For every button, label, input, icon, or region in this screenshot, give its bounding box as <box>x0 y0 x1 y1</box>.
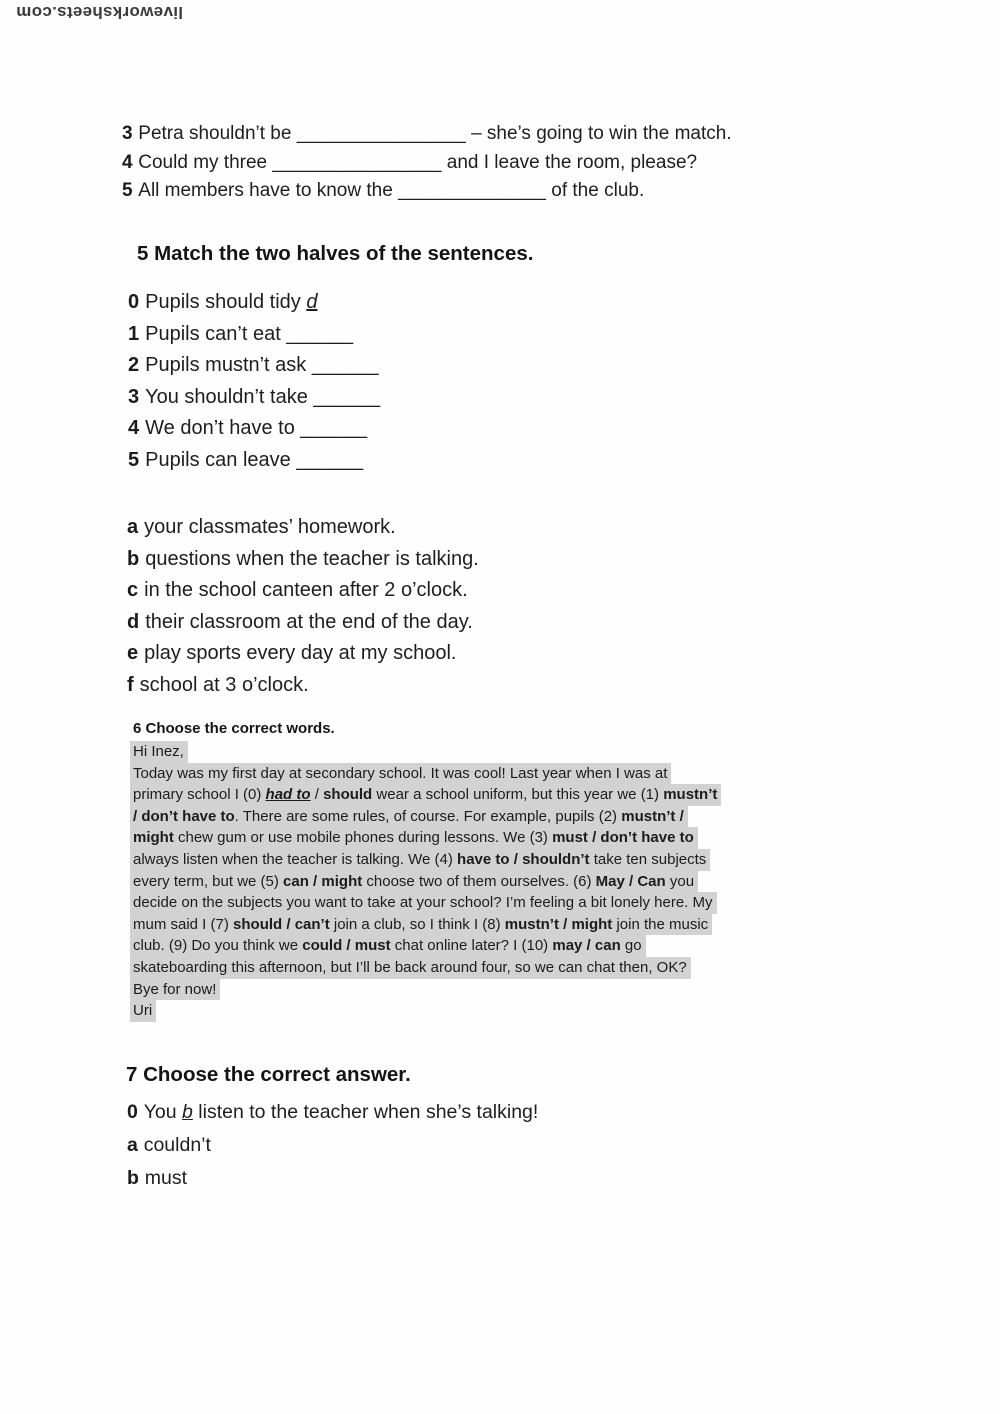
choice-pair[interactable]: could / must <box>302 937 391 955</box>
option-item <box>127 607 479 639</box>
fill-in-item <box>122 177 732 206</box>
option-text: school at 3 o’clock. <box>139 673 309 696</box>
letter-segment: go <box>620 937 642 955</box>
item-text: Pupils mustn’t ask <box>145 354 312 377</box>
choice-pair[interactable]: have to / shouldn’t <box>457 850 590 868</box>
option-item <box>127 544 479 576</box>
letter-segment: Uri <box>133 1002 153 1020</box>
letter-segment: Bye for now! <box>133 980 217 998</box>
letter-segment: wear a school uniform, but this year we (1) <box>372 786 664 804</box>
exercise-7-items <box>127 1096 538 1195</box>
option-item <box>127 638 479 670</box>
option-letter: a <box>127 1134 138 1156</box>
item-number: 3 <box>128 385 140 408</box>
letter-segment: take ten subjects <box>589 850 707 868</box>
option-text: couldn’t <box>143 1134 211 1156</box>
choice-pair[interactable]: / don’t have to <box>133 807 235 825</box>
choice-pair[interactable]: mustn’t <box>663 786 718 804</box>
item-text: You shouldn’t take <box>145 385 314 408</box>
letter-line <box>133 935 646 957</box>
item-number: 4 <box>122 151 133 173</box>
item-text: listen to the teacher when she’s talking! <box>192 1101 539 1123</box>
letter-segment: / <box>310 786 324 804</box>
fill-in-exercise <box>122 120 732 206</box>
match-item <box>128 382 380 414</box>
answer-blank[interactable]: ______ <box>311 354 379 377</box>
letter-line <box>133 806 688 828</box>
option-item <box>127 670 479 702</box>
letter-segment: primary school I (0) <box>133 786 266 804</box>
option-letter: f <box>127 673 134 696</box>
letter-segment: mum said I (7) <box>133 915 234 933</box>
item-number: 0 <box>127 1101 138 1123</box>
liveworksheets-watermark: liveworksheets.com <box>16 3 183 22</box>
option-text: must <box>144 1167 188 1189</box>
choice-pair[interactable]: should <box>323 786 373 804</box>
letter-line <box>133 827 698 849</box>
letter-line <box>133 892 717 914</box>
item-text: All members have to know the <box>138 180 399 201</box>
match-item <box>128 287 380 319</box>
letter-line <box>133 849 710 871</box>
item-text: Petra shouldn’t be <box>138 123 297 144</box>
letter-segment: club. (9) Do you think we <box>133 937 303 955</box>
exercise-6-heading: 6 Choose the correct words. <box>133 720 335 737</box>
choice-pair[interactable]: may / can <box>552 937 621 955</box>
option-letter: b <box>127 547 140 570</box>
letter-segment: choose two of them ourselves. (6) <box>362 872 596 890</box>
item-text: and I leave the room, please? <box>441 151 698 173</box>
letter-line <box>133 871 698 893</box>
match-item <box>128 413 380 445</box>
item-text: – she’s going to win the match. <box>465 123 732 144</box>
option-letter: d <box>127 610 140 633</box>
option-letter: c <box>127 579 139 602</box>
letter-segment: join a club, so I think I (8) <box>329 915 505 933</box>
option-item <box>127 512 479 544</box>
item-text: Pupils can leave <box>145 448 297 471</box>
letter-segment: every term, but we (5) <box>133 872 284 890</box>
answer-blank[interactable]: ______ <box>286 322 354 345</box>
option-text: their classroom at the end of the day. <box>145 610 473 633</box>
option-letter: b <box>127 1167 139 1189</box>
match-item <box>128 319 380 351</box>
answer-blank[interactable]: ________________ <box>296 123 466 144</box>
item-number: 5 <box>122 180 133 201</box>
fill-in-item <box>122 149 732 178</box>
exercise-5-options <box>127 512 479 702</box>
choice-pair[interactable]: had to <box>265 786 311 804</box>
choice-pair[interactable]: mustn’t / <box>621 807 684 825</box>
filled-answer[interactable]: b <box>182 1101 193 1123</box>
option-item <box>127 575 479 607</box>
letter-line <box>133 1000 156 1022</box>
item-text: We don’t have to <box>145 417 301 440</box>
option-text: play sports every day at my school. <box>144 642 457 665</box>
letter-segment: always listen when the teacher is talking. We (4) <box>133 850 458 868</box>
item-number: 5 <box>128 448 140 471</box>
quiz-option[interactable] <box>127 1129 538 1162</box>
option-text: questions when the teacher is talking. <box>145 547 479 570</box>
exercise-5-items <box>128 287 380 477</box>
letter-segment: decide on the subjects you want to take at your school? I’m feeling a bit lonely here. My <box>133 894 713 912</box>
exercise-7-heading: 7 Choose the correct answer. <box>126 1063 411 1086</box>
letter-segment: skateboarding this afternoon, but I’ll be back around four, so we can chat then, OK? <box>133 958 687 976</box>
item-text: Pupils can’t eat <box>145 322 287 345</box>
item-text: Could my three <box>138 151 273 173</box>
item-number: 1 <box>128 322 140 345</box>
letter-segment: Today was my first day at secondary school. It was cool! Last year when I was at <box>133 764 668 782</box>
choice-pair[interactable]: might <box>133 829 174 847</box>
option-text: your classmates’ homework. <box>144 516 396 538</box>
letter-line <box>133 957 691 979</box>
answer-blank[interactable]: ______ <box>300 417 368 440</box>
answer-blank[interactable]: ________________ <box>272 151 442 173</box>
item-text: Pupils should tidy <box>145 291 307 313</box>
match-item <box>128 445 380 477</box>
choice-pair[interactable]: must / don’t have to <box>552 829 694 847</box>
choice-pair[interactable]: May / Can <box>595 872 666 890</box>
letter-line <box>133 763 671 785</box>
letter-line <box>133 914 712 936</box>
option-letter: e <box>127 642 139 665</box>
letter-line <box>133 741 188 763</box>
quiz-question <box>127 1096 538 1129</box>
choice-pair[interactable]: can / might <box>283 872 363 890</box>
item-text: of the club. <box>546 180 645 201</box>
letter-segment: . There are some rules, of course. For example, pupils (2) <box>234 807 622 825</box>
item-number: 4 <box>128 417 140 440</box>
exercise-5-heading: 5 Match the two halves of the sentences. <box>137 242 534 265</box>
match-item <box>128 350 380 382</box>
item-number: 3 <box>122 123 133 144</box>
item-text: You <box>143 1101 183 1123</box>
choice-pair[interactable]: should / can’t <box>233 915 330 933</box>
quiz-option[interactable] <box>127 1162 538 1195</box>
item-number: 2 <box>128 354 140 377</box>
letter-segment: chat online later? I (10) <box>390 937 553 955</box>
letter-segment: chew gum or use mobile phones during lessons. We (3) <box>173 829 553 847</box>
item-number: 0 <box>128 291 140 313</box>
answer-blank[interactable]: ______ <box>313 385 381 408</box>
letter-text <box>133 741 721 1022</box>
choice-pair[interactable]: mustn’t / might <box>504 915 613 933</box>
filled-answer[interactable]: d <box>306 291 318 313</box>
answer-blank[interactable]: ______________ <box>398 180 546 201</box>
letter-line <box>133 979 220 1001</box>
letter-line <box>133 784 721 806</box>
option-text: in the school canteen after 2 o’clock. <box>144 579 468 602</box>
letter-segment: join the music <box>612 915 709 933</box>
letter-segment: Hi Inez, <box>133 743 184 760</box>
answer-blank[interactable]: ______ <box>296 448 364 471</box>
fill-in-item <box>122 120 732 149</box>
option-letter: a <box>127 516 139 538</box>
letter-segment: you <box>665 872 695 890</box>
